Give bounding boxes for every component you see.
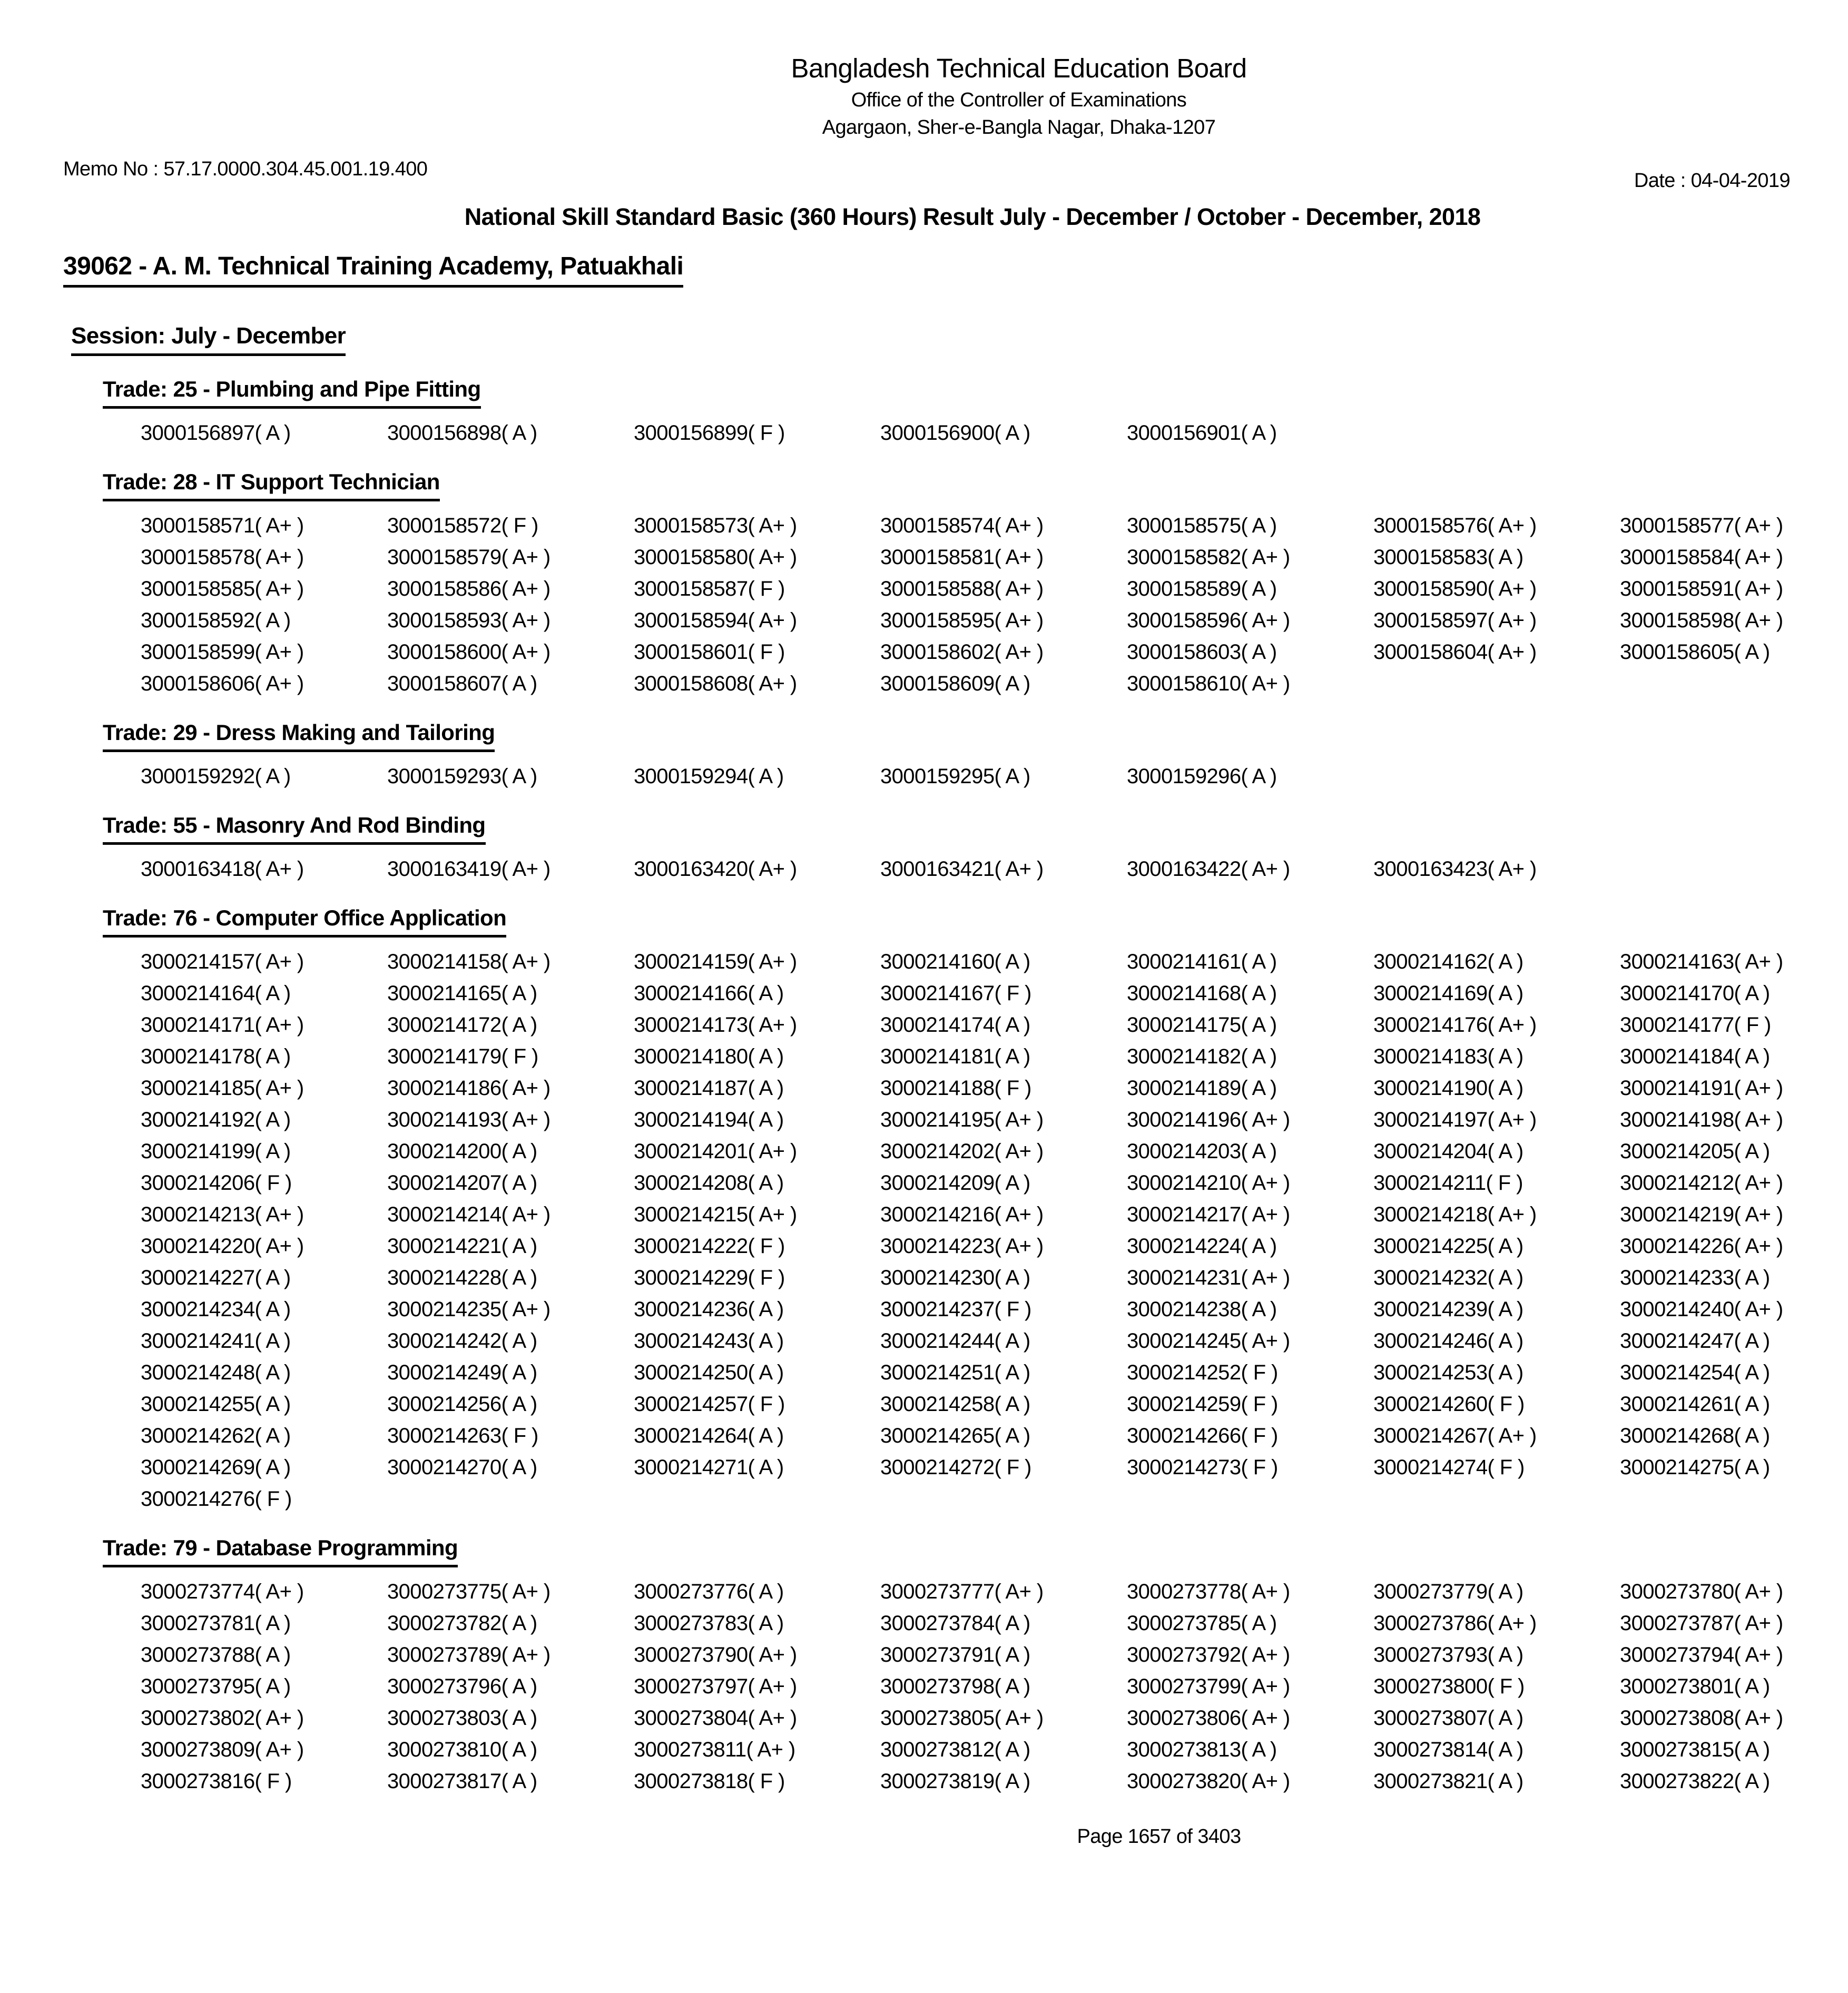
trade-section	[103, 1535, 1848, 1797]
result-entry: 3000163419( A+ )	[387, 857, 551, 881]
result-entry: 3000158585( A+ )	[141, 577, 304, 600]
result-entry: 3000214275( A )	[1620, 1456, 1770, 1479]
result-entry: 3000214199( A )	[141, 1140, 291, 1163]
result-entry: 3000214191( A+ )	[1620, 1077, 1783, 1100]
result-entry: 3000214220( A+ )	[141, 1235, 304, 1258]
result-entry: 3000273797( A+ )	[634, 1675, 797, 1698]
result-entry: 3000214263( F )	[387, 1424, 538, 1447]
result-entry: 3000214176( A+ )	[1373, 1013, 1537, 1037]
result-entry: 3000214230( A )	[880, 1266, 1030, 1289]
trade-heading: Trade: 28 - IT Support Technician	[103, 469, 440, 501]
result-entry: 3000214172( A )	[387, 1013, 537, 1037]
result-entry: 3000214243( A )	[634, 1329, 784, 1353]
result-entry: 3000273822( A )	[1620, 1770, 1770, 1793]
result-entry: 3000214236( A )	[634, 1298, 784, 1321]
result-entry: 3000273812( A )	[880, 1738, 1030, 1761]
result-entry: 3000214166( A )	[634, 982, 784, 1005]
result-entry: 3000273774( A+ )	[141, 1580, 304, 1603]
result-entry: 3000214251( A )	[880, 1361, 1030, 1384]
result-entry: 3000214255( A )	[141, 1393, 291, 1416]
trade-section	[103, 469, 1848, 699]
result-entry: 3000214231( A+ )	[1127, 1266, 1290, 1289]
result-entry: 3000214177( F )	[1620, 1013, 1771, 1037]
result-entry: 3000273798( A )	[880, 1675, 1030, 1698]
result-entry: 3000214224( A )	[1127, 1235, 1277, 1258]
trade-section	[103, 719, 1848, 792]
result-entry: 3000214184( A )	[1620, 1045, 1770, 1068]
result-entry: 3000214179( F )	[387, 1045, 538, 1068]
result-entry: 3000214235( A+ )	[387, 1298, 551, 1321]
result-entry: 3000214188( F )	[880, 1077, 1031, 1100]
result-entry: 3000158600( A+ )	[387, 640, 551, 664]
result-entry: 3000214244( A )	[880, 1329, 1030, 1353]
result-entry: 3000214239( A )	[1373, 1298, 1523, 1321]
result-entry: 3000214227( A )	[141, 1266, 291, 1289]
result-entry: 3000163422( A+ )	[1127, 857, 1290, 881]
result-entry: 3000214186( A+ )	[387, 1077, 551, 1100]
result-entry: 3000158583( A )	[1373, 546, 1523, 569]
result-entry: 3000273785( A )	[1127, 1612, 1277, 1635]
result-entry: 3000214168( A )	[1127, 982, 1277, 1005]
result-entry: 3000214189( A )	[1127, 1077, 1277, 1100]
result-entry: 3000273805( A+ )	[880, 1706, 1044, 1730]
result-entry: 3000214222( F )	[634, 1235, 785, 1258]
result-entry: 3000214258( A )	[880, 1393, 1030, 1416]
result-entry: 3000214276( F )	[141, 1487, 292, 1511]
result-entry: 3000214193( A+ )	[387, 1108, 551, 1131]
result-entry: 3000273779( A )	[1373, 1580, 1523, 1603]
result-entry: 3000214238( A )	[1127, 1298, 1277, 1321]
trade-section	[103, 376, 1848, 449]
result-entry: 3000273778( A+ )	[1127, 1580, 1290, 1603]
result-entry: 3000214249( A )	[387, 1361, 537, 1384]
result-entry: 3000214208( A )	[634, 1171, 784, 1195]
result-entry: 3000214265( A )	[880, 1424, 1030, 1447]
results-grid	[103, 1576, 1848, 1797]
page-footer: Page 1657 of 3403	[1077, 1826, 1241, 1848]
result-entry: 3000158587( F )	[634, 577, 785, 600]
result-entry: 3000214261( A )	[1620, 1393, 1770, 1416]
result-entry: 3000273782( A )	[387, 1612, 537, 1635]
trade-section	[103, 905, 1848, 1515]
result-entry: 3000273808( A+ )	[1620, 1706, 1783, 1730]
result-entry: 3000159292( A )	[141, 765, 291, 788]
result-entry: 3000214178( A )	[141, 1045, 291, 1068]
result-entry: 3000214195( A+ )	[880, 1108, 1044, 1131]
result-entry: 3000273810( A )	[387, 1738, 537, 1761]
result-entry: 3000158593( A+ )	[387, 609, 551, 632]
result-entry: 3000273799( A+ )	[1127, 1675, 1290, 1698]
result-entry: 3000158607( A )	[387, 672, 537, 695]
result-entry: 3000214175( A )	[1127, 1013, 1277, 1037]
result-entry: 3000214161( A )	[1127, 950, 1277, 973]
result-entry: 3000214206( F )	[141, 1171, 292, 1195]
result-entry: 3000158580( A+ )	[634, 546, 797, 569]
result-entry: 3000273801( A )	[1620, 1675, 1770, 1698]
office-line: Office of the Controller of Examinations	[851, 89, 1187, 111]
session-line	[71, 322, 1848, 356]
memo-number: Memo No : 57.17.0000.304.45.001.19.400	[63, 158, 428, 180]
result-entry: 3000273800( F )	[1373, 1675, 1525, 1698]
result-entry: 3000158586( A+ )	[387, 577, 551, 600]
result-entry: 3000273802( A+ )	[141, 1706, 304, 1730]
trade-heading: Trade: 29 - Dress Making and Tailoring	[103, 719, 495, 752]
result-entry: 3000158571( A+ )	[141, 514, 304, 537]
result-entry: 3000214273( F )	[1127, 1456, 1278, 1479]
result-entry: 3000214181( A )	[880, 1045, 1030, 1068]
result-entry: 3000214162( A )	[1373, 950, 1523, 973]
result-entry: 3000273789( A+ )	[387, 1643, 551, 1666]
result-entry: 3000158596( A+ )	[1127, 609, 1290, 632]
result-entry: 3000273815( A )	[1620, 1738, 1770, 1761]
result-entry: 3000158576( A+ )	[1373, 514, 1537, 537]
result-entry: 3000214174( A )	[880, 1013, 1030, 1037]
result-entry: 3000214274( F )	[1373, 1456, 1525, 1479]
result-entry: 3000158605( A )	[1620, 640, 1770, 664]
result-entry: 3000214268( A )	[1620, 1424, 1770, 1447]
results-grid	[103, 761, 1848, 792]
result-entry: 3000273796( A )	[387, 1675, 537, 1698]
trade-title-line	[103, 719, 1848, 752]
result-entry: 3000159295( A )	[880, 765, 1030, 788]
result-entry: 3000214219( A+ )	[1620, 1203, 1783, 1226]
result-entry: 3000214169( A )	[1373, 982, 1523, 1005]
result-entry: 3000158588( A+ )	[880, 577, 1044, 600]
result-entry: 3000158579( A+ )	[387, 546, 551, 569]
result-entry: 3000214228( A )	[387, 1266, 537, 1289]
result-entry: 3000214215( A+ )	[634, 1203, 797, 1226]
result-entry: 3000214198( A+ )	[1620, 1108, 1783, 1131]
result-entry: 3000273803( A )	[387, 1706, 537, 1730]
result-entry: 3000214167( F )	[880, 982, 1031, 1005]
result-entry: 3000214205( A )	[1620, 1140, 1770, 1163]
result-entry: 3000156898( A )	[387, 421, 537, 445]
result-entry: 3000158592( A )	[141, 609, 291, 632]
result-entry: 3000214209( A )	[880, 1171, 1030, 1195]
result-entry: 3000214201( A+ )	[634, 1140, 797, 1163]
result-entry: 3000273793( A )	[1373, 1643, 1523, 1666]
result-entry: 3000273804( A+ )	[634, 1706, 797, 1730]
result-entry: 3000214234( A )	[141, 1298, 291, 1321]
result-entry: 3000273820( A+ )	[1127, 1770, 1290, 1793]
result-entry: 3000273791( A )	[880, 1643, 1030, 1666]
result-entry: 3000214240( A+ )	[1620, 1298, 1783, 1321]
result-entry: 3000158608( A+ )	[634, 672, 797, 695]
result-entry: 3000273806( A+ )	[1127, 1706, 1290, 1730]
result-entry: 3000273788( A )	[141, 1643, 291, 1666]
results-grid	[103, 417, 1848, 449]
result-entry: 3000214262( A )	[141, 1424, 291, 1447]
result-entry: 3000214185( A+ )	[141, 1077, 304, 1100]
result-entry: 3000273781( A )	[141, 1612, 291, 1635]
board-title: Bangladesh Technical Education Board	[791, 53, 1247, 83]
result-entry: 3000214212( A+ )	[1620, 1171, 1783, 1195]
result-entry: 3000214165( A )	[387, 982, 537, 1005]
result-entry: 3000158573( A+ )	[634, 514, 797, 537]
result-entry: 3000214218( A+ )	[1373, 1203, 1537, 1226]
result-entry: 3000159293( A )	[387, 765, 537, 788]
result-entry: 3000158604( A+ )	[1373, 640, 1537, 664]
result-entry: 3000163423( A+ )	[1373, 857, 1537, 881]
result-entry: 3000273790( A+ )	[634, 1643, 797, 1666]
institute-line	[63, 252, 1848, 288]
result-entry: 3000158606( A+ )	[141, 672, 304, 695]
result-entry: 3000158572( F )	[387, 514, 538, 537]
result-entry: 3000158594( A+ )	[634, 609, 797, 632]
result-entry: 3000214223( A+ )	[880, 1235, 1044, 1258]
result-entry: 3000214180( A )	[634, 1045, 784, 1068]
result-entry: 3000158598( A+ )	[1620, 609, 1783, 632]
result-entry: 3000214202( A+ )	[880, 1140, 1044, 1163]
trade-heading: Trade: 79 - Database Programming	[103, 1535, 458, 1567]
result-entry: 3000214183( A )	[1373, 1045, 1523, 1068]
result-entry: 3000273818( F )	[634, 1770, 785, 1793]
results-grid	[103, 946, 1848, 1515]
result-entry: 3000273784( A )	[880, 1612, 1030, 1635]
result-entry: 3000273783( A )	[634, 1612, 784, 1635]
result-entry: 3000214269( A )	[141, 1456, 291, 1479]
trade-title-line	[103, 376, 1848, 409]
trade-heading: Trade: 55 - Masonry And Rod Binding	[103, 812, 486, 845]
result-entry: 3000273816( F )	[141, 1770, 292, 1793]
result-entry: 3000214196( A+ )	[1127, 1108, 1290, 1131]
result-entry: 3000214217( A+ )	[1127, 1203, 1290, 1226]
result-entry: 3000214203( A )	[1127, 1140, 1277, 1163]
institute-heading: 39062 - A. M. Technical Training Academy, Patuakhali	[63, 252, 683, 288]
result-entry: 3000214233( A )	[1620, 1266, 1770, 1289]
result-entry: 3000159296( A )	[1127, 765, 1277, 788]
result-entry: 3000214211( F )	[1373, 1171, 1523, 1195]
result-entry: 3000214158( A+ )	[387, 950, 551, 973]
result-entry: 3000158591( A+ )	[1620, 577, 1783, 600]
result-entry: 3000273819( A )	[880, 1770, 1030, 1793]
result-entry: 3000158581( A+ )	[880, 546, 1044, 569]
result-entry: 3000158602( A+ )	[880, 640, 1044, 664]
trade-section	[103, 812, 1848, 885]
result-entry: 3000214241( A )	[141, 1329, 291, 1353]
date-label: Date : 04-04-2019	[1634, 170, 1790, 192]
result-entry: 3000158595( A+ )	[880, 609, 1044, 632]
memo-date-row	[63, 158, 1790, 190]
result-entry: 3000214254( A )	[1620, 1361, 1770, 1384]
result-entry: 3000214190( A )	[1373, 1077, 1523, 1100]
result-entry: 3000273780( A+ )	[1620, 1580, 1783, 1603]
result-entry: 3000214159( A+ )	[634, 950, 797, 973]
result-entry: 3000273817( A )	[387, 1770, 537, 1793]
result-entry: 3000273813( A )	[1127, 1738, 1277, 1761]
result-entry: 3000273809( A+ )	[141, 1738, 304, 1761]
letterhead	[95, 0, 1848, 140]
result-title: National Skill Standard Basic (360 Hours) Result July - December / October - December, 2018	[464, 203, 1481, 230]
result-entry: 3000163420( A+ )	[634, 857, 797, 881]
trade-title-line	[103, 469, 1848, 501]
result-entry: 3000163418( A+ )	[141, 857, 304, 881]
result-entry: 3000156901( A )	[1127, 421, 1277, 445]
result-entry: 3000158584( A+ )	[1620, 546, 1783, 569]
result-entry: 3000214182( A )	[1127, 1045, 1277, 1068]
result-entry: 3000158578( A+ )	[141, 546, 304, 569]
result-entry: 3000158582( A+ )	[1127, 546, 1290, 569]
result-entry: 3000214170( A )	[1620, 982, 1770, 1005]
result-entry: 3000156897( A )	[141, 421, 291, 445]
result-entry: 3000214204( A )	[1373, 1140, 1523, 1163]
trade-title-line	[103, 905, 1848, 938]
result-entry: 3000214247( A )	[1620, 1329, 1770, 1353]
result-entry: 3000214237( F )	[880, 1298, 1031, 1321]
result-entry: 3000214260( F )	[1373, 1393, 1525, 1416]
trades-container	[0, 376, 1848, 1797]
result-entry: 3000214257( F )	[634, 1393, 785, 1416]
result-entry: 3000273776( A )	[634, 1580, 784, 1603]
result-entry: 3000158610( A+ )	[1127, 672, 1290, 695]
result-entry: 3000158574( A+ )	[880, 514, 1044, 537]
results-grid	[103, 853, 1848, 885]
trade-title-line	[103, 812, 1848, 845]
result-entry: 3000214242( A )	[387, 1329, 537, 1353]
session-heading: Session: July - December	[71, 322, 346, 356]
result-entry: 3000214160( A )	[880, 950, 1030, 973]
trade-title-line	[103, 1535, 1848, 1567]
trade-heading: Trade: 25 - Plumbing and Pipe Fitting	[103, 376, 481, 409]
result-entry: 3000273821( A )	[1373, 1770, 1523, 1793]
result-entry: 3000273814( A )	[1373, 1738, 1523, 1761]
result-entry: 3000158601( F )	[634, 640, 785, 664]
result-entry: 3000273811( A+ )	[634, 1738, 795, 1761]
result-entry: 3000214272( F )	[880, 1456, 1031, 1479]
result-entry: 3000158597( A+ )	[1373, 609, 1537, 632]
result-entry: 3000273787( A+ )	[1620, 1612, 1783, 1635]
result-entry: 3000214245( A+ )	[1127, 1329, 1290, 1353]
result-entry: 3000273792( A+ )	[1127, 1643, 1290, 1666]
result-entry: 3000158609( A )	[880, 672, 1030, 695]
result-entry: 3000214264( A )	[634, 1424, 784, 1447]
result-entry: 3000214221( A )	[387, 1235, 537, 1258]
result-entry: 3000214266( F )	[1127, 1424, 1278, 1447]
result-entry: 3000214163( A+ )	[1620, 950, 1783, 973]
result-entry: 3000159294( A )	[634, 765, 784, 788]
result-entry: 3000214259( F )	[1127, 1393, 1278, 1416]
result-entry: 3000158599( A+ )	[141, 640, 304, 664]
result-entry: 3000214256( A )	[387, 1393, 537, 1416]
result-entry: 3000214225( A )	[1373, 1235, 1523, 1258]
result-entry: 3000214229( F )	[634, 1266, 785, 1289]
result-entry: 3000158589( A )	[1127, 577, 1277, 600]
address-line: Agargaon, Sher-e-Bangla Nagar, Dhaka-1207	[822, 116, 1216, 139]
result-entry: 3000158590( A+ )	[1373, 577, 1537, 600]
result-entry: 3000214216( A+ )	[880, 1203, 1044, 1226]
result-entry: 3000214253( A )	[1373, 1361, 1523, 1384]
result-entry: 3000214271( A )	[634, 1456, 784, 1479]
result-entry: 3000273775( A+ )	[387, 1580, 551, 1603]
result-entry: 3000273777( A+ )	[880, 1580, 1044, 1603]
result-entry: 3000214270( A )	[387, 1456, 537, 1479]
result-entry: 3000214173( A+ )	[634, 1013, 797, 1037]
result-entry: 3000214232( A )	[1373, 1266, 1523, 1289]
result-entry: 3000214210( A+ )	[1127, 1171, 1290, 1195]
result-entry: 3000214200( A )	[387, 1140, 537, 1163]
result-entry: 3000273795( A )	[141, 1675, 291, 1698]
result-entry: 3000214248( A )	[141, 1361, 291, 1384]
result-entry: 3000214250( A )	[634, 1361, 784, 1384]
result-entry: 3000158575( A )	[1127, 514, 1277, 537]
result-entry: 3000273786( A+ )	[1373, 1612, 1537, 1635]
result-entry: 3000214187( A )	[634, 1077, 784, 1100]
result-entry: 3000158603( A )	[1127, 640, 1277, 664]
result-entry: 3000214226( A+ )	[1620, 1235, 1783, 1258]
results-grid	[103, 510, 1848, 699]
result-entry: 3000214192( A )	[141, 1108, 291, 1131]
result-entry: 3000214171( A+ )	[141, 1013, 304, 1037]
result-entry: 3000214194( A )	[634, 1108, 784, 1131]
result-entry: 3000214207( A )	[387, 1171, 537, 1195]
result-entry: 3000158577( A+ )	[1620, 514, 1783, 537]
result-entry: 3000273807( A )	[1373, 1706, 1523, 1730]
result-entry: 3000214164( A )	[141, 982, 291, 1005]
result-entry: 3000156900( A )	[880, 421, 1030, 445]
result-entry: 3000214246( A )	[1373, 1329, 1523, 1353]
result-entry: 3000214157( A+ )	[141, 950, 304, 973]
result-entry: 3000156899( F )	[634, 421, 785, 445]
result-entry: 3000214252( F )	[1127, 1361, 1278, 1384]
result-entry: 3000214214( A+ )	[387, 1203, 551, 1226]
trade-heading: Trade: 76 - Computer Office Application	[103, 905, 506, 938]
result-entry: 3000214213( A+ )	[141, 1203, 304, 1226]
result-entry: 3000214197( A+ )	[1373, 1108, 1537, 1131]
result-entry: 3000214267( A+ )	[1373, 1424, 1537, 1447]
result-entry: 3000163421( A+ )	[880, 857, 1044, 881]
result-entry: 3000273794( A+ )	[1620, 1643, 1783, 1666]
